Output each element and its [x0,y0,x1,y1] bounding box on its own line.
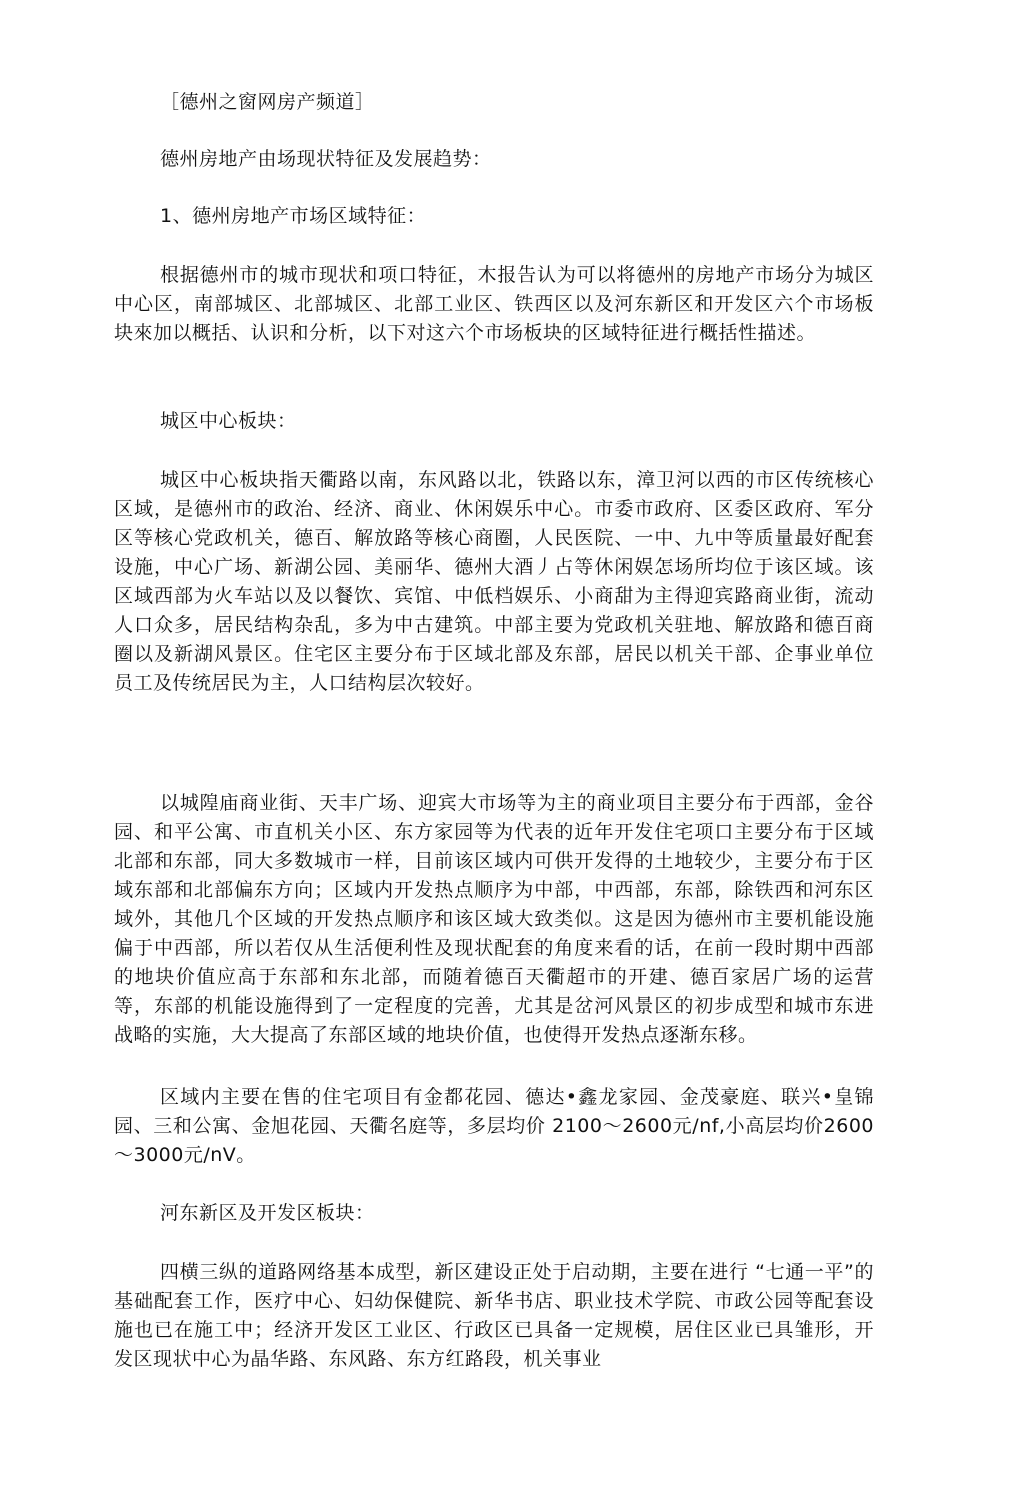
intro-paragraph: 根据德州市的城市现状和项口特征，木报告认为可以将德州的房地产市场分为城区中心区，南部城区、北部城区、北部工业区、铁西区以及河东新区和开发区六个市场板块來加以概括、认识和分析，以下对这六个市场板块的区域特征进行概括性描述。 [114,264,874,344]
center-paragraph-2: 以城隍庙商业街、天丰广场、迎宾大市场等为主的商业项目主要分布于西部，金谷园、和平公寓、市直机关小区、东方家园等为代表的近年开发住宅项口主要分布于区域北部和东部，同大多数城市一样，目前该区域内可供开发得的土地较少，主要分布于区域东部和北部偏东方向；区域内开发热点顺序为中部，中西部，东部，除铁西和河东区域外，其他几个区域的开发热点顺序和该区域大致类似。这是因为德州市主要机能设施偏于中西部，所以若仅从生活便利性及现状配套的角度来看的话，在前一段时期中西部的地块价值应高于东部和东北部，而随着德百天衢超市的开建、德百家居广场的运营等，东部的机能设施得到了一定程度的完善，尤其是岔河风景区的初步成型和城市东进战略的实施，大大提高了东部区域的地块价值，也使得开发热点逐渐东移。 [114,792,874,1046]
source-header: ［德州之窗网房产频道］ [160,91,375,113]
subheading-center-district: 城区中心板块： [160,410,297,432]
hedong-paragraph-1: 四横三纵的道路网络基本成型，新区建设正处于启动期，主要在进行 “七通一平”的基础配套工作，医疗中心、妇幼保健院、新华书店、职业技术学院、市政公园等配套设施也已在施工中；经济开发区工业区、行政区已具备一定规模，居住区业已具雏形，开发区现状中心为晶华路、东风路、东方红路段，机关事业 [114,1261,874,1370]
document-title: 德州房地产由场现状特征及发展趋势： [160,148,492,170]
center-paragraph-1: 城区中心板块指天衢路以南，东风路以北，铁路以东，漳卫河以西的市区传统核心区域，是德州市的政治、经济、商业、休闲娱乐中心。市委市政府、区委区政府、军分区等核心党政机关，德百、解放路等核心商圈，人民医院、一中、九中等质量最好配套设施，中心广场、新湖公园、美丽华、德州大酒丿占等休闲娱怎场所均位于该区域。该区域西部为火车站以及以餐饮、宾馆、中低档娱乐、小商甜为主得迎宾路商业街，流动人口众多，居民结构杂乱，多为中古建筑。中部主要为党政机关驻地、解放路和德百商圈以及新湖风景区。住宅区主要分布于区域北部及东部，居民以机关干部、企事业单位员工及传统居民为主，人口结构层次较好。 [114,469,874,694]
section-heading: 1、德州房地产市场区域特征： [160,205,427,227]
center-paragraph-3: 区域内主要在售的住宅项目有金都花园、德达•鑫龙家园、金茂豪庭、联兴•皇锦园、三和公寓、金旭花园、天衢名庭等，多层均价 2100～2600元/nf,小高层均价2600～3000元/nV。 [114,1086,874,1166]
subheading-hedong-district: 河东新区及开发区板块： [160,1202,375,1224]
